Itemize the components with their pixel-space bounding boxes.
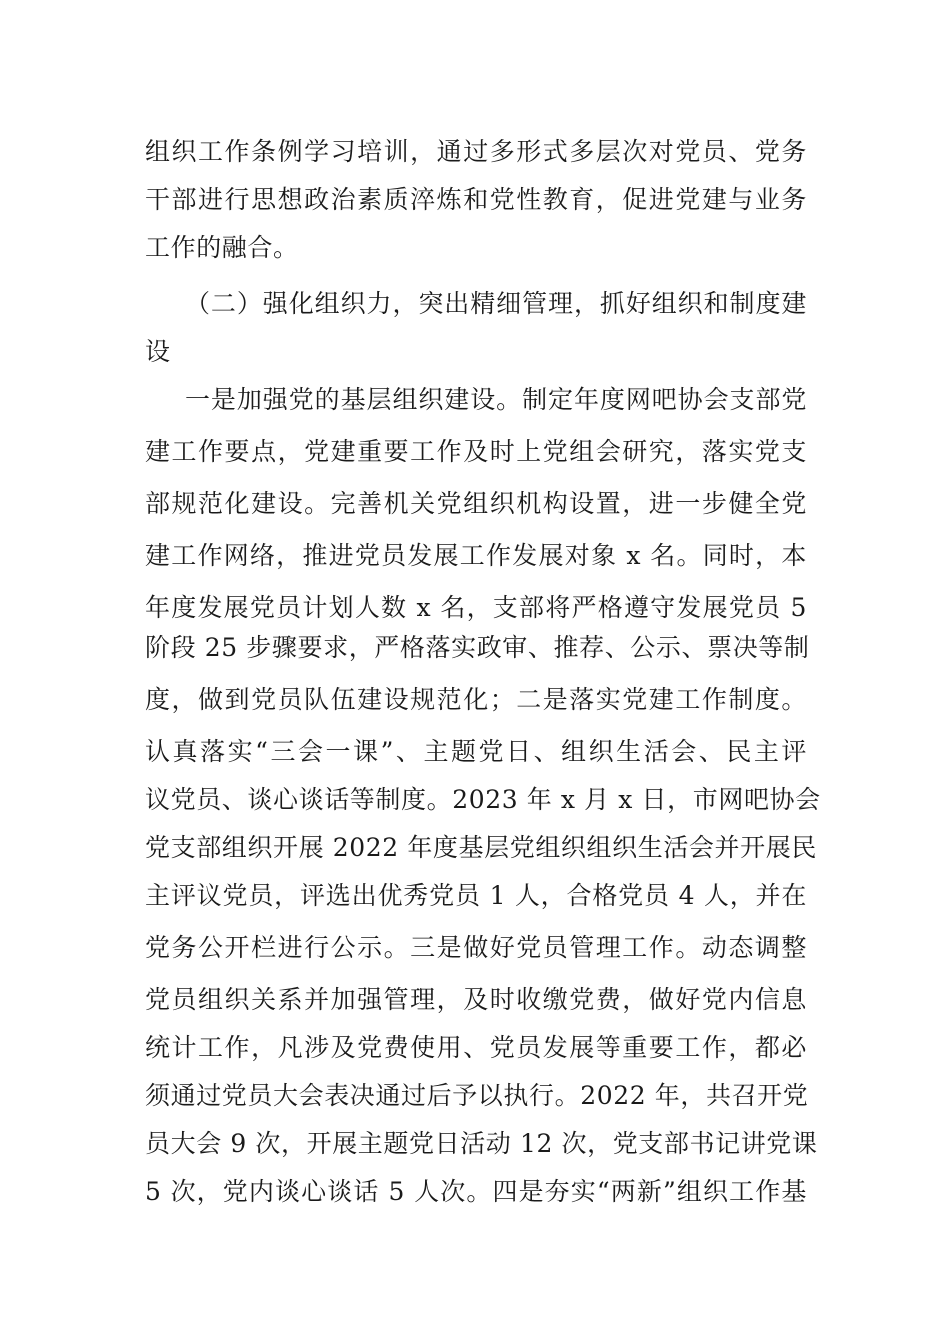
paragraph-line: 认真落实“三会一课”、主题党日、组织生活会、民主评 (145, 737, 807, 766)
section-heading-line: （二）强化组织力，突出精细管理，抓好组织和制度建 (185, 289, 807, 318)
paragraph-line: 工作的融合。 (145, 233, 299, 262)
paragraph-line: 建工作网络，推进党员发展工作发展对象 x 名。同时，本 (145, 541, 807, 570)
paragraph-line: 党员组织关系并加强管理，及时收缴党费，做好党内信息 (145, 985, 807, 1014)
paragraph-line: 干部进行思想政治素质淬炼和党性教育，促进党建与业务 (145, 185, 807, 214)
paragraph-line: 度，做到党员队伍建设规范化；二是落实党建工作制度。 (145, 685, 807, 714)
paragraph-line: 党支部组织开展 2022 年度基层党组织组织生活会并开展民 (145, 833, 817, 862)
paragraph-line: 须通过党员大会表决通过后予以执行。2022 年，共召开党 (145, 1081, 809, 1110)
paragraph-line: 阶段 25 步骤要求，严格落实政审、推荐、公示、票决等制 (145, 633, 810, 662)
paragraph-line: 统计工作，凡涉及党费使用、党员发展等重要工作，都必 (145, 1033, 807, 1062)
paragraph-line: 议党员、谈心谈话等制度。2023 年 x 月 x 日，市网吧协会 (145, 785, 821, 814)
paragraph-line: 主评议党员，评选出优秀党员 1 人，合格党员 4 人，并在 (145, 881, 807, 910)
paragraph-line: 年度发展党员计划人数 x 名，支部将严格遵守发展党员 5 (145, 593, 807, 622)
paragraph-line: 党务公开栏进行公示。三是做好党员管理工作。动态调整 (145, 933, 807, 962)
paragraph-line: 组织工作条例学习培训，通过多形式多层次对党员、党务 (145, 137, 807, 166)
paragraph-line: 员大会 9 次，开展主题党日活动 12 次，党支部书记讲党课 (145, 1129, 818, 1158)
paragraph-line: 建工作要点，党建重要工作及时上党组会研究，落实党支 (145, 437, 807, 466)
paragraph-line: 一是加强党的基层组织建设。制定年度网吧协会支部党 (185, 385, 807, 414)
section-heading-line: 设 (145, 337, 171, 366)
paragraph-line: 部规范化建设。完善机关党组织机构设置，进一步健全党 (145, 489, 807, 518)
paragraph-line: 5 次，党内谈心谈话 5 人次。四是夯实“两新”组织工作基 (145, 1177, 807, 1206)
